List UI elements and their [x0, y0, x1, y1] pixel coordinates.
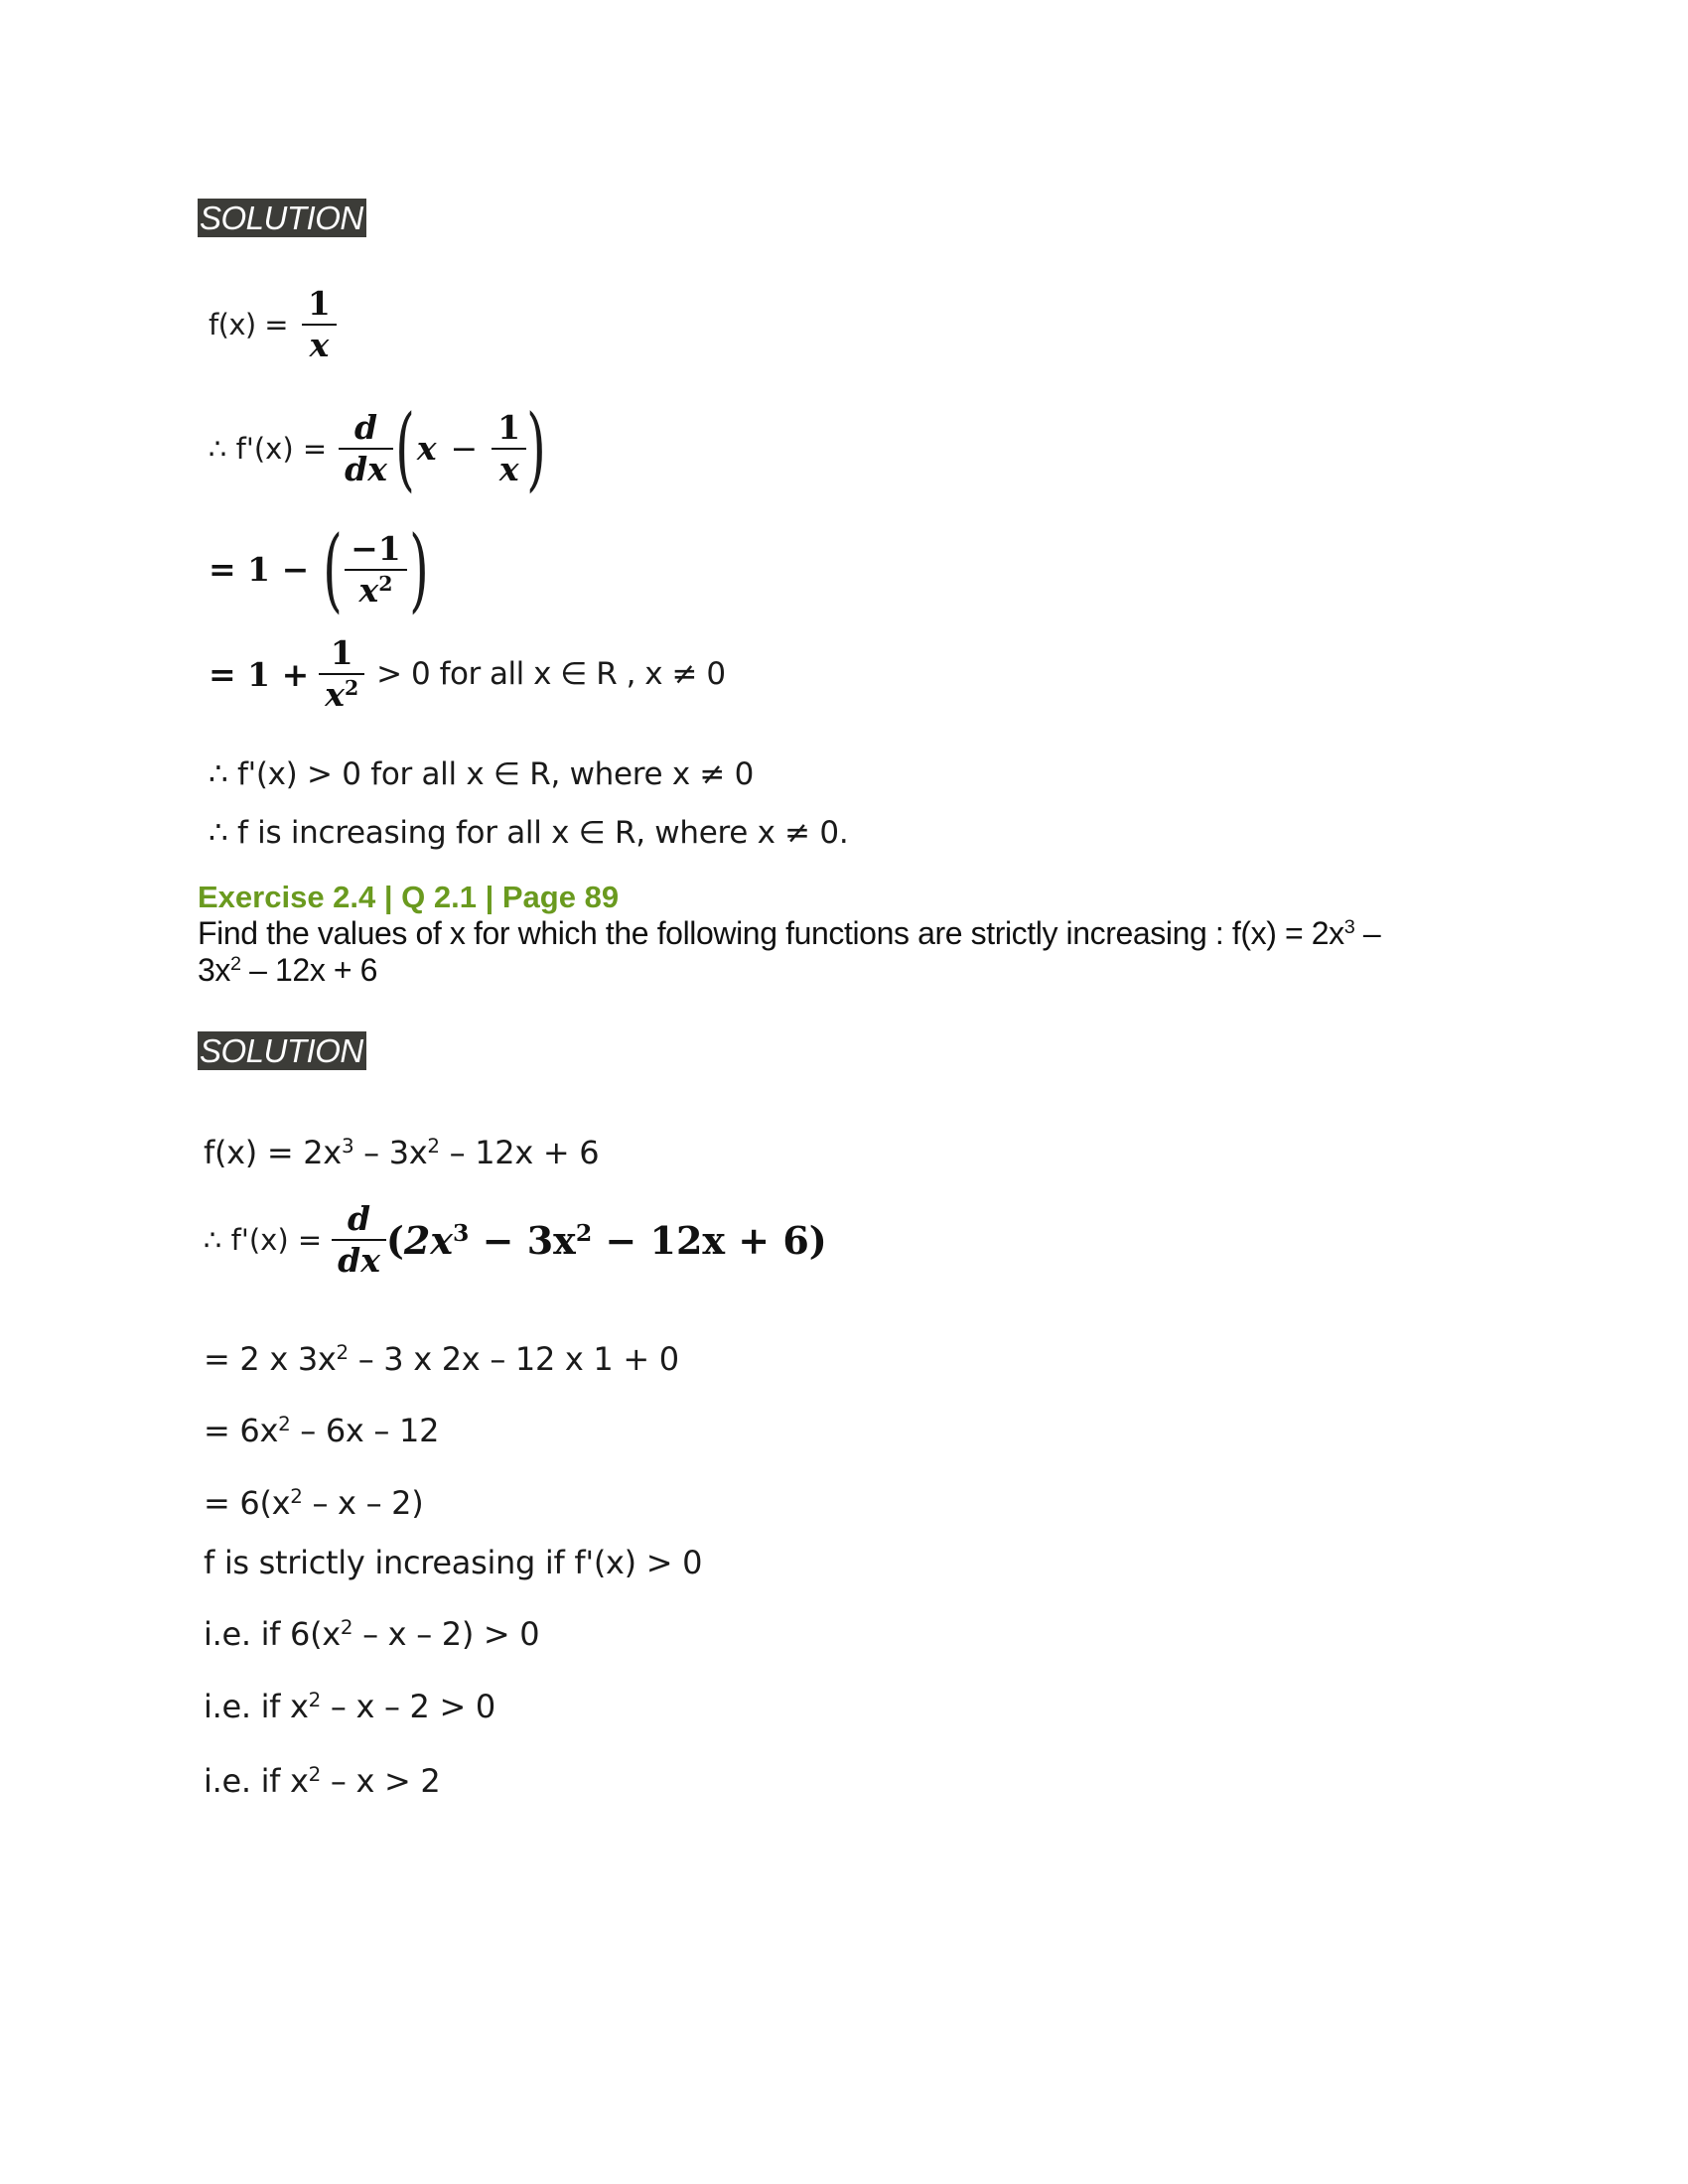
denominator: x [498, 449, 519, 488]
numerator: 1 [302, 284, 337, 326]
left-paren: ( [395, 395, 415, 501]
exponent: 2 [378, 571, 393, 596]
question-text-line-2: $3x^2 - 12x + 6$ [198, 952, 378, 988]
base: x [325, 675, 345, 714]
right-paren: ) [408, 516, 429, 622]
right-paren: ) [526, 395, 546, 501]
lhs: = 1 − [209, 550, 310, 589]
var-x: x [416, 429, 437, 468]
numerator: d [332, 1199, 386, 1241]
solution-label: SOLUTION [198, 1031, 366, 1070]
equation-derivative-2 [204, 1199, 827, 1281]
lhs: ∴ f'(x) = [204, 1223, 323, 1257]
inequality-step-3: i.e. if $x^2 - x > 2$ [204, 1762, 441, 1800]
conclusion-increasing: ∴ f is increasing for all x ∈ R, where x ≠ 0. [209, 815, 849, 851]
numerator: −1 [345, 529, 407, 571]
condition-statement: f is strictly increasing if f'(x) > 0 [204, 1544, 703, 1581]
fraction [345, 529, 407, 611]
numerator: 1 [492, 408, 526, 450]
conclusion-derivative-positive: ∴ f'(x) > 0 for all x ∈ R, where x ≠ 0 [209, 756, 755, 792]
denominator: dx [338, 1241, 380, 1280]
expression: $(2x^3 - 3x^2 - 12x + 6)$ [385, 1217, 827, 1263]
numerator: 1 [319, 633, 364, 675]
denominator: dx [345, 449, 387, 488]
equation-step-3 [209, 633, 726, 715]
exercise-heading[interactable]: Exercise 2.4 | Q 2.1 | Page 89 [198, 880, 620, 914]
left-paren: ( [323, 516, 344, 622]
equation-cubic: $f(x) = 2x^3 - 3x^2 - 12x + 6$ [204, 1134, 600, 1171]
numerator: d [339, 408, 393, 450]
step-factor: = $6(x^2$ – x – 2) [204, 1484, 424, 1522]
condition-text: > 0 for all x ∈ R , x ≠ 0 [376, 656, 726, 692]
equation-derivative-1 [209, 395, 554, 501]
step-simplify: = $6x^2 - 6x - 12$ [204, 1412, 440, 1449]
equation-step-2 [209, 516, 437, 622]
fraction [492, 408, 526, 489]
lhs: = 1 + [209, 654, 310, 694]
base: x [358, 570, 379, 610]
fraction [302, 284, 337, 365]
inequality-step-2: i.e. if $x^2 - x - 2 > 0$ [204, 1688, 495, 1725]
equation-f-of-x [209, 284, 337, 365]
denominator [319, 675, 364, 715]
denominator [345, 571, 407, 611]
lhs: f(x) = [209, 308, 288, 341]
solution-label: SOLUTION [198, 199, 366, 237]
exponent: 2 [344, 675, 359, 700]
lhs: ∴ f'(x) = [209, 431, 328, 466]
d-dx-fraction [332, 1199, 386, 1281]
minus: − [450, 429, 479, 468]
d-dx-fraction [339, 408, 393, 489]
denominator: x [309, 326, 330, 364]
question-text-line-1: Find the values of x for which the following functions are strictly increasing : $f(x) = 2x^3$ – [198, 915, 1381, 951]
inequality-step-1: i.e. if $6(x^2 - x - 2) > 0$ [204, 1615, 540, 1653]
step-expand: = 2 x $3x^2 - 3$ x 2x – 12 x 1 + 0 [204, 1340, 679, 1378]
fraction [319, 633, 364, 715]
